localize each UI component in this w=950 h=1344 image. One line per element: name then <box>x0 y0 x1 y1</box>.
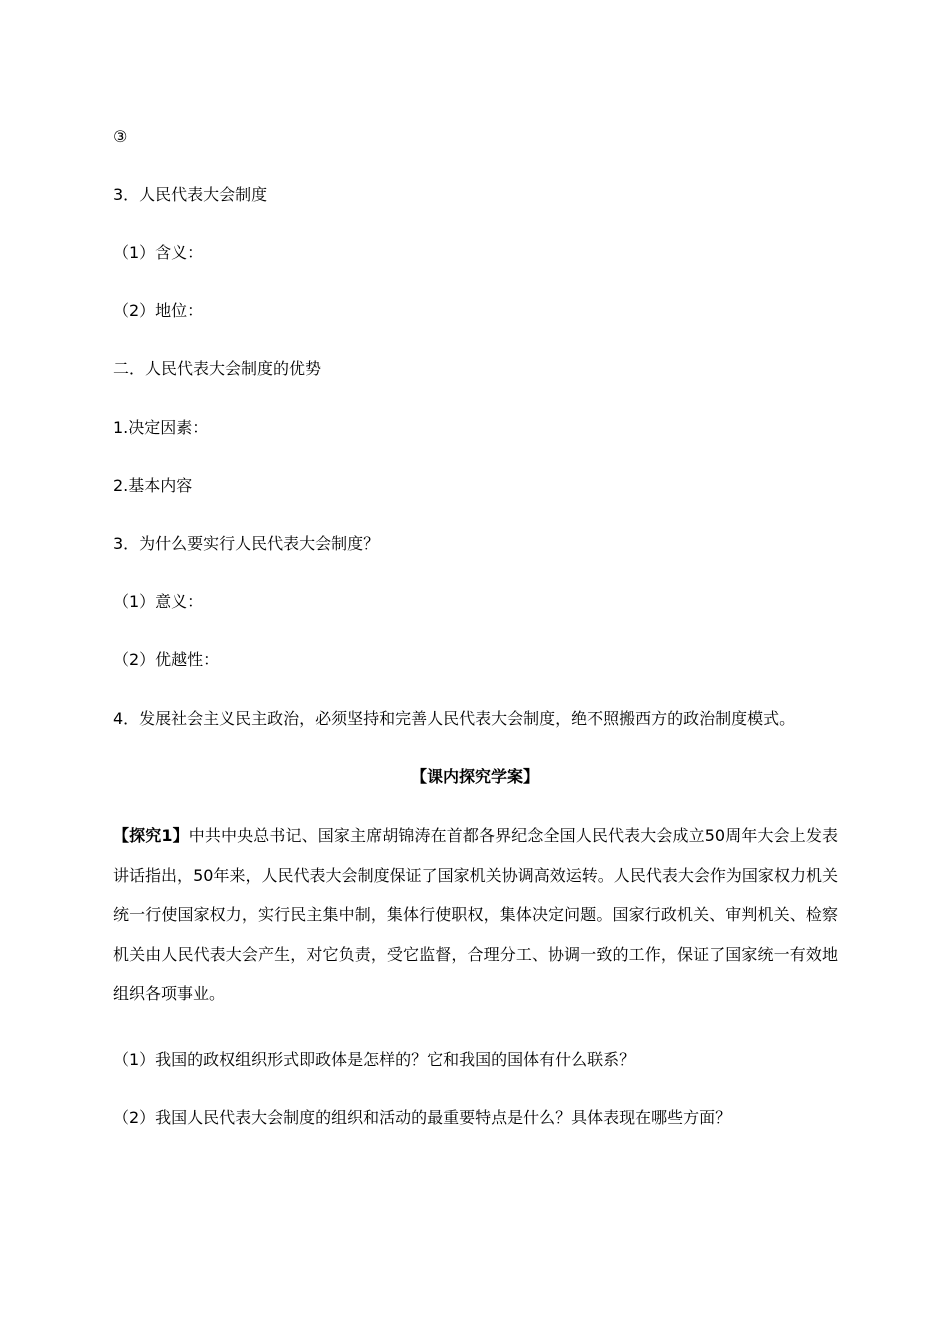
question-2: （2）我国人民代表大会制度的组织和活动的最重要特点是什么？具体表现在哪些方面？ <box>113 1108 732 1127</box>
list-item-superiority: （2）优越性： <box>113 650 220 669</box>
question-1: （1）我国的政权组织形式即政体是怎样的？它和我国的国体有什么联系？ <box>113 1050 636 1069</box>
circled-number-3: ③ <box>113 127 128 146</box>
explore-1-paragraph <box>113 816 838 1014</box>
section-3-title: 3．人民代表大会制度 <box>113 185 268 204</box>
section-heading-inclass-inquiry: 【课内探究学案】 <box>410 767 539 786</box>
list-item-significance: （1）意义： <box>113 592 204 611</box>
list-item-basic-content: 2.基本内容 <box>113 476 193 495</box>
list-item-develop-democracy: 4．发展社会主义民主政治，必须坚持和完善人民代表大会制度，绝不照搬西方的政治制度模式。 <box>113 709 796 728</box>
part-2-title: 二．人民代表大会制度的优势 <box>113 359 322 378</box>
section-3-item-1-meaning: （1）含义： <box>113 243 204 262</box>
explore-1-text: 中共中央总书记、国家主席胡锦涛在首都各界纪念全国人民代表大会成立50周年大会上发表讲话指出，50年来，人民代表大会制度保证了国家机关协调高效运转。人民代表大会作为国家权力机关统一行使国家权力，实行民主集中制，集体行使职权，集体决定问题。国家行政机关、审判机关、检察机关由人民代表大会产生，对它负责，受它监督，合理分工、协调一致的工作，保证了国家统一有效地组织各项事业。 <box>113 826 838 1003</box>
list-item-determining-factor: 1.决定因素： <box>113 418 209 437</box>
list-item-why-question: 3．为什么要实行人民代表大会制度？ <box>113 534 380 553</box>
explore-1-tag: 【探究1】 <box>113 826 189 845</box>
section-3-item-2-status: （2）地位： <box>113 301 204 320</box>
